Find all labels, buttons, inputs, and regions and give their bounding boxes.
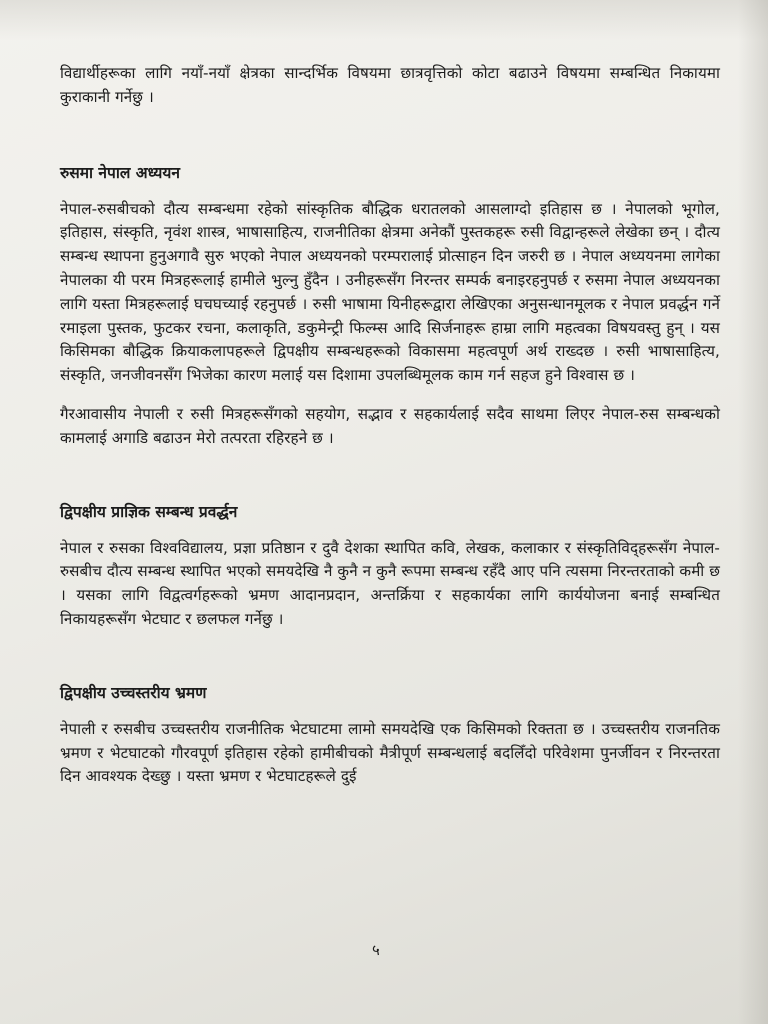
- section-paragraph: नेपाली र रुसबीच उच्चस्तरीय राजनीतिक भेटघाटमा लामो समयदेखि एक किसिमको रिक्तता छ । उच्चस्तरीय राजनतिक भ्रमण र भेटघाटको गौरवपूर्ण इतिहास रहेको हामीबीचको मैत्रीपूर्ण सम्बन्धलाई बदलिँदो परिवेशमा पुनर्जीवन र निरन्तरता दिन आवश्यक देख्छु । यस्ता भ्रमण र भेटघाटहरूले दुई: [60, 719, 720, 786]
- page-shadow-right: [738, 0, 768, 1024]
- section-heading-high-level-visits: द्विपक्षीय उच्चस्तरीय भ्रमण: [60, 683, 207, 702]
- section-paragraph: नेपाल र रुसका विश्वविद्यालय, प्रज्ञा प्रतिष्ठान र दुवै देशका स्थापित कवि, लेखक, कलाकार र संस्कृतिविद्हरूसँग नेपाल-रुसबीच दौत्य सम्बन्ध स्थापित भएको समयदेखि नै कुनै न कुनै रूपमा सम्बन्ध रहँदै आए पनि त्यसमा निरन्तरताको कमी छ । यसका लागि विद्वत्वर्गहरूको भ्रमण आदानप्रदान, अन्तर्क्रिया र सहकार्यका लागि कार्ययोजना बनाई सम्बन्धित निकायहरूसँग भेटघाट र छलफल गर्नेछु ।: [60, 538, 720, 628]
- section-heading-academic-relations: द्विपक्षीय प्राज्ञिक सम्बन्ध प्रवर्द्धन: [60, 502, 238, 521]
- section-heading-russia-nepal-studies: रुसमा नेपाल अध्ययन: [60, 163, 181, 182]
- section-paragraph: नेपाल-रुसबीचको दौत्य सम्बन्धमा रहेको सांस्कृतिक बौद्धिक धरातलको आसलाग्दो इतिहास छ । नेपालको भूगोल, इतिहास, संस्कृति, नृवंश शास्त्र, भाषासाहित्य, राजनीतिका क्षेत्रमा अनेकौं पुस्तकहरू रुसी विद्वान्हरूले लेखेका छन् । दौत्य सम्बन्ध स्थापना हुनुअगावै सुरु भएको नेपाल अध्ययनको परम्परालाई प्रोत्साहन दिन जरुरी छ । नेपाल अध्ययनमा लागेका नेपालका यी परम मित्रहरूलाई हामीले भुल्नु हुँदैन । उनीहरूसँग निरन्तर सम्पर्क बनाइरहनुपर्छ र रुसमा नेपाल अध्ययनका लागि यस्ता मित्रहरूलाई घचघच्याई रहनुपर्छ । रुसी भाषामा यिनीहरूद्वारा लेखिएका अनुसन्धानमूलक र नेपाल प्रवर्द्धन गर्ने रमाइला पुस्तक, फुटकर रचना, कलाकृति, डकुमेन्ट्री फिल्म्स आदि सिर्जनाहरू हाम्रा लागि महत्वका विषयवस्तु हुन् । यस किसिमका बौद्धिक क्रियाकलापहरूले द्विपक्षीय सम्बन्धहरूको विकासमा महत्वपूर्ण अर्थ राख्दछ । रुसी भाषासाहित्य, संस्कृति, जनजीवनसँग भिजेका कारण मलाई यस दिशामा उपलब्धिमूलक काम गर्न सहज हुने विश्वास छ ।: [60, 199, 720, 385]
- page-content: [60, 62, 720, 789]
- intro-paragraph: विद्यार्थीहरूका लागि नयाँ-नयाँ क्षेत्रका सान्दर्भिक विषयमा छात्रवृत्तिको कोटा बढाउने विषयमा सम्बन्धित निकायमा कुराकानी गर्नेछु ।: [60, 64, 720, 106]
- section-paragraph: गैरआवासीय नेपाली र रुसी मित्रहरूसँगको सहयोग, सद्भाव र सहकार्यलाई सदैव साथमा लिएर नेपाल-रुस सम्बन्धको कामलाई अगाडि बढाउन मेरो तत्परता रहिरहने छ ।: [60, 404, 720, 447]
- page-shadow-top: [0, 0, 768, 40]
- page-number: ५: [372, 941, 380, 959]
